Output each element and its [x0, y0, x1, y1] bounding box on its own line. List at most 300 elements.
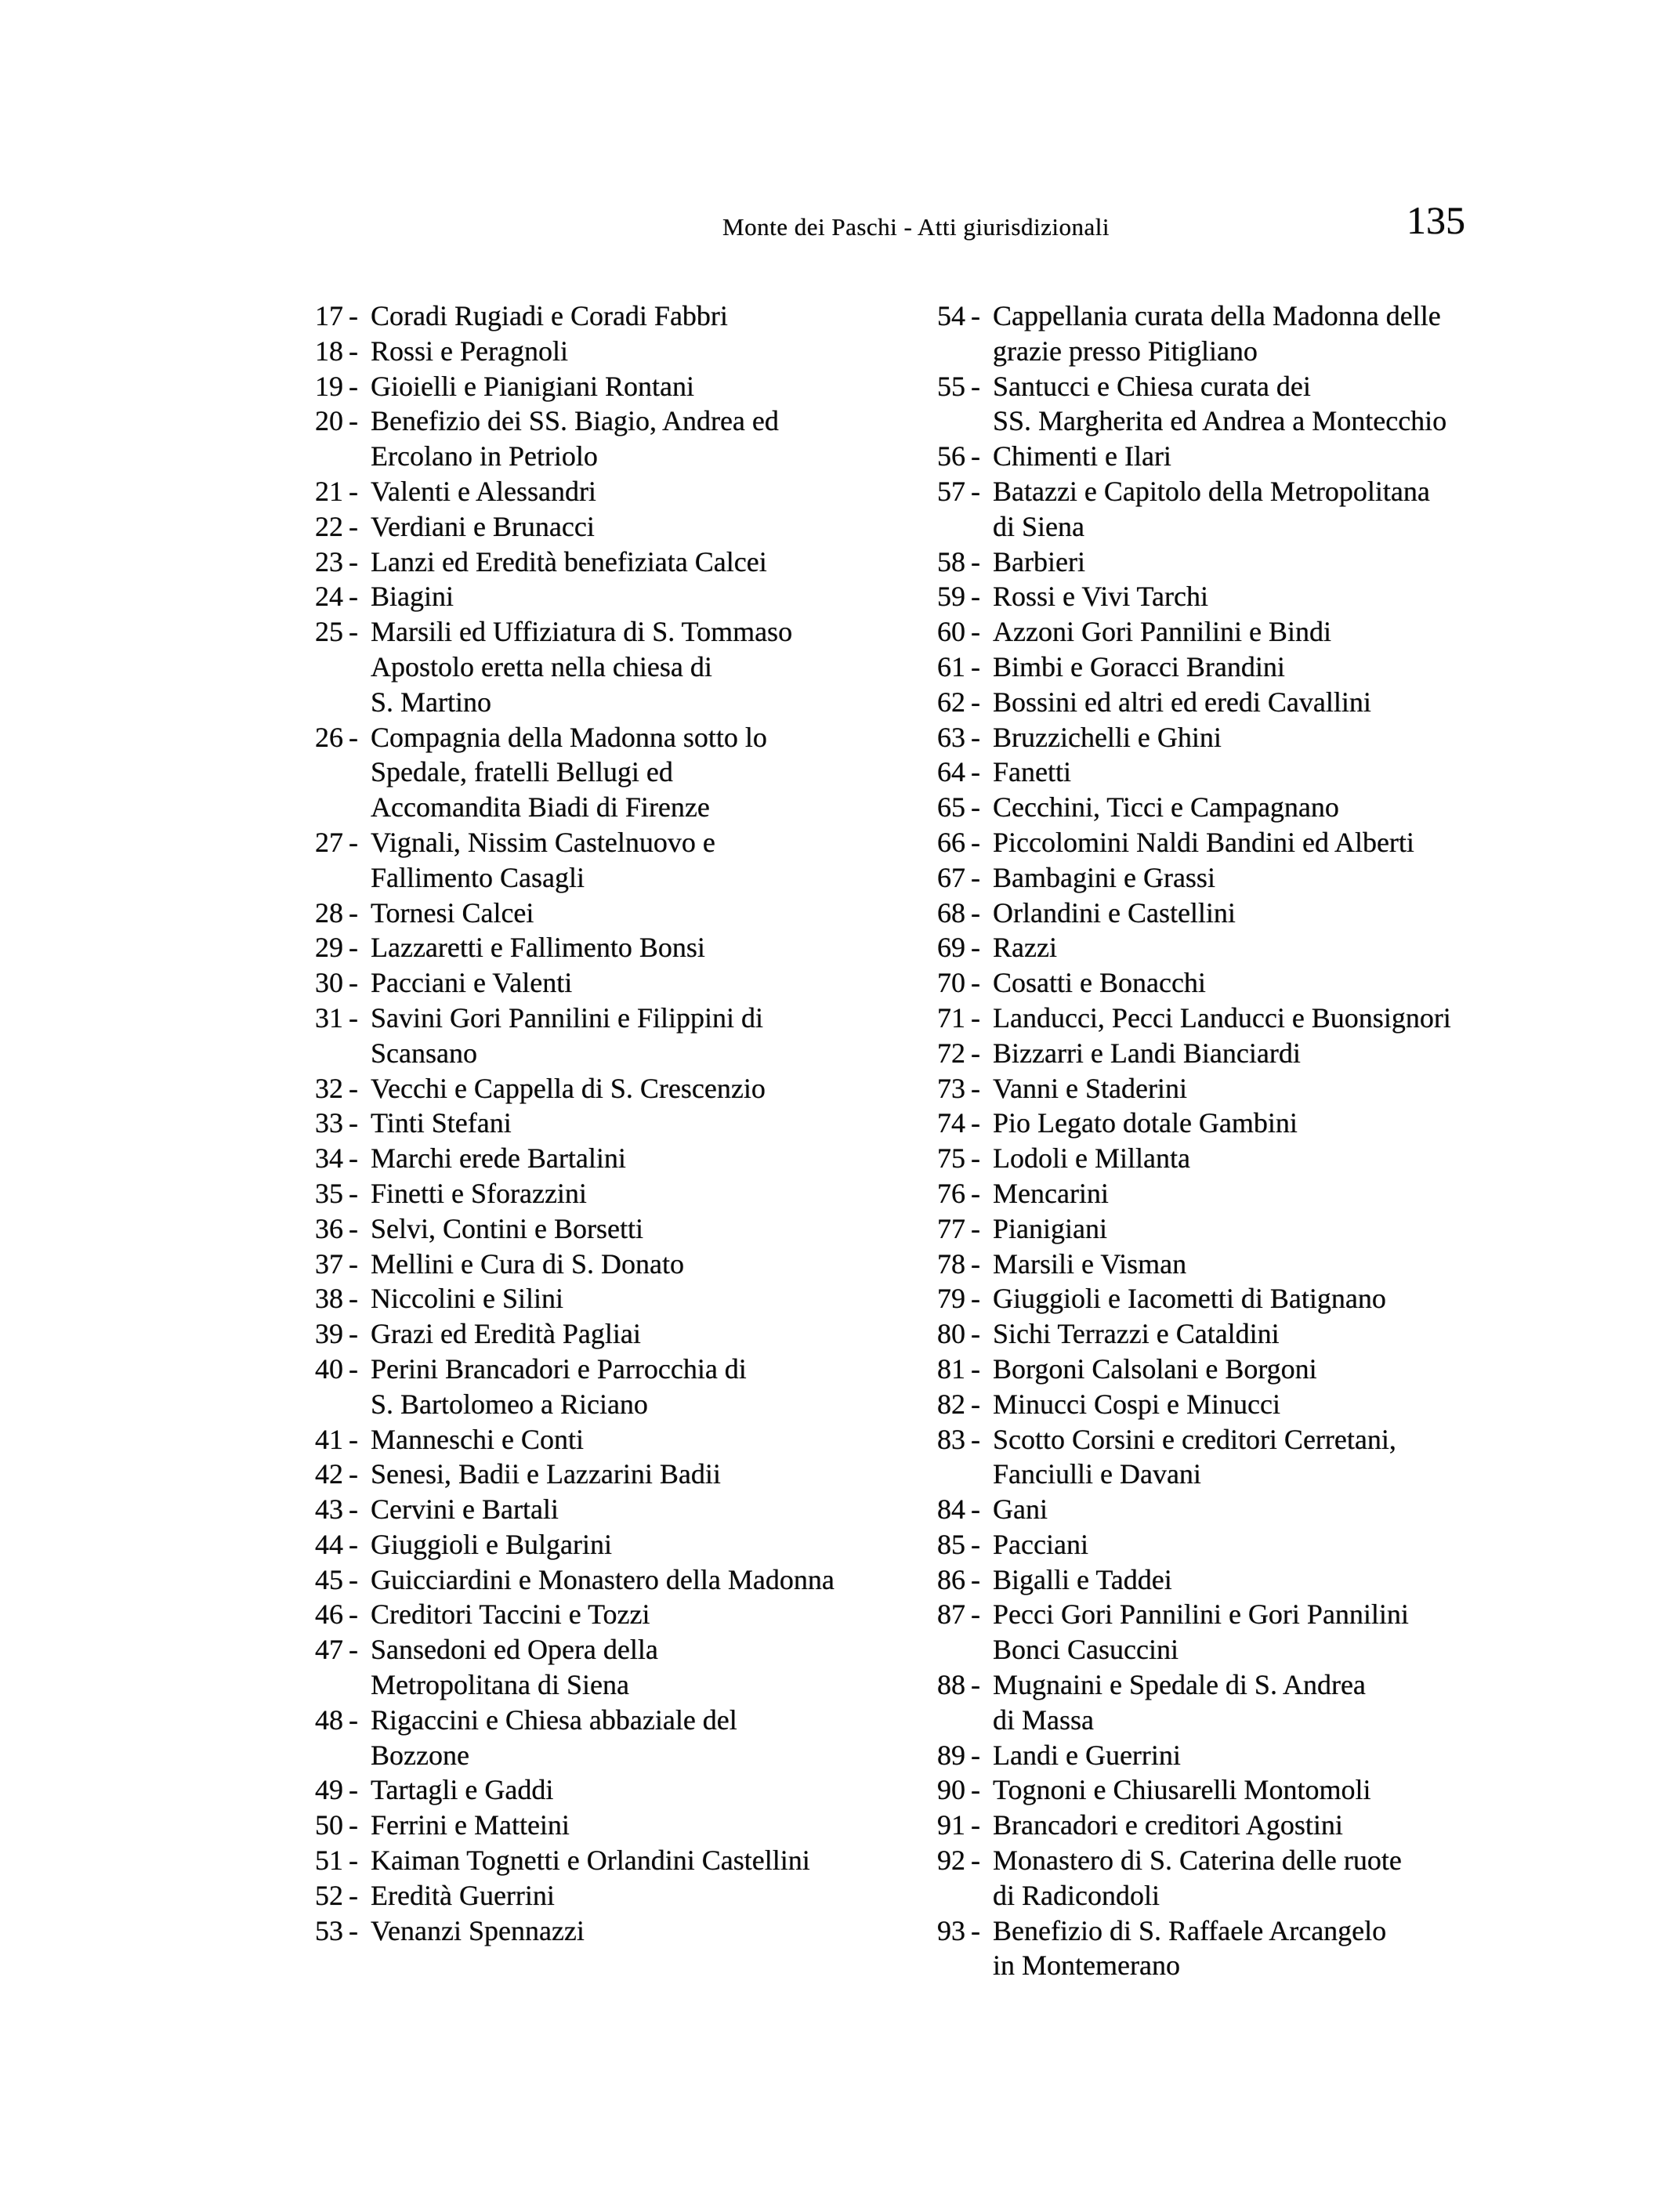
- item-text: [993, 1036, 1642, 1071]
- item-dash: -: [971, 1914, 980, 1946]
- item-number: 60: [937, 616, 965, 648]
- item-dash: -: [971, 440, 980, 472]
- list-item: [315, 1281, 926, 1316]
- list-item: [315, 1106, 926, 1141]
- item-dash: -: [349, 1318, 358, 1350]
- item-text-line: Marsili e Visman: [993, 1247, 1187, 1280]
- item-text: [371, 825, 926, 896]
- item-text: [993, 1913, 1642, 1984]
- item-text-line: Orlandini e Castellini: [993, 896, 1236, 929]
- item-dash: -: [349, 300, 358, 331]
- item-text: [371, 334, 926, 369]
- item-dash: -: [971, 1598, 980, 1631]
- list-item: [937, 439, 1642, 474]
- item-text-line: Marchi erede Bartalini: [371, 1142, 626, 1175]
- list-item: [937, 1772, 1642, 1808]
- item-text: [993, 790, 1642, 825]
- item-dash: -: [971, 1001, 980, 1034]
- list-item: [937, 1597, 1642, 1667]
- item-text-line: Perini Brancadori e Parrocchia di: [371, 1352, 747, 1385]
- item-number: 81: [937, 1352, 965, 1385]
- item-dash: -: [349, 1879, 358, 1911]
- list-item: [315, 1492, 926, 1527]
- item-text-line: SS. Margherita ed Andrea a Montecchio: [993, 405, 1447, 437]
- item-number: 90: [937, 1774, 965, 1806]
- item-dash: -: [971, 686, 980, 718]
- item-text: [371, 1211, 926, 1247]
- list-item: [315, 1071, 926, 1106]
- item-number: 36: [315, 1212, 343, 1244]
- list-item: [315, 1843, 926, 1878]
- item-text: [993, 1387, 1642, 1422]
- item-text: [371, 1001, 926, 1071]
- list-item: [315, 1808, 926, 1843]
- item-number: 79: [937, 1283, 965, 1315]
- item-text-line: Azzoni Gori Pannilini e Bindi: [993, 616, 1331, 648]
- item-text: [993, 369, 1642, 440]
- item-text-line: Valenti e Alessandri: [371, 475, 596, 507]
- list-item: [937, 1141, 1642, 1176]
- list-item: [937, 1001, 1642, 1036]
- item-text: [993, 614, 1642, 650]
- item-text-line: Ferrini e Matteini: [371, 1809, 570, 1841]
- item-number: 63: [937, 721, 965, 753]
- item-text-line: Mencarini: [993, 1177, 1109, 1209]
- item-number: 42: [315, 1458, 343, 1490]
- item-text-line: Lazzaretti e Fallimento Bonsi: [371, 932, 705, 964]
- item-text-line: Bigalli e Taddei: [993, 1563, 1172, 1595]
- item-text-line: Batazzi e Capitolo della Metropolitana: [993, 475, 1430, 507]
- item-number: 83: [937, 1423, 965, 1455]
- item-text: [371, 1843, 926, 1878]
- item-dash: -: [971, 1318, 980, 1350]
- item-text-line: Vignali, Nissim Castelnuovo e: [371, 826, 715, 858]
- item-dash: -: [349, 967, 358, 999]
- item-text: [371, 545, 926, 580]
- item-text-line: Rossi e Peragnoli: [371, 335, 568, 367]
- item-text-line: Cappellania curata della Madonna delle: [993, 300, 1441, 331]
- item-text-line: Landucci, Pecci Landucci e Buonsignori: [993, 1001, 1451, 1034]
- item-number: 68: [937, 896, 965, 929]
- item-text-line: in Montemerano: [993, 1950, 1180, 1982]
- item-dash: -: [971, 1528, 980, 1560]
- item-dash: -: [349, 1774, 358, 1806]
- item-text: [993, 1071, 1642, 1106]
- item-number: 28: [315, 896, 343, 929]
- item-number: 47: [315, 1634, 343, 1666]
- item-number: 78: [937, 1247, 965, 1280]
- item-text-line: Minucci Cospi e Minucci: [993, 1388, 1280, 1420]
- item-dash: -: [971, 896, 980, 929]
- item-text: [993, 930, 1642, 965]
- item-number: 91: [937, 1809, 965, 1841]
- item-text: [993, 1176, 1642, 1211]
- list-item: [315, 930, 926, 965]
- item-text: [993, 1352, 1642, 1387]
- item-text: [371, 896, 926, 931]
- item-number: 75: [937, 1142, 965, 1175]
- list-item: [937, 1036, 1642, 1071]
- item-number: 89: [937, 1739, 965, 1771]
- item-number: 87: [937, 1598, 965, 1631]
- item-text-line: S. Martino: [371, 686, 492, 718]
- item-text-line: Piccolomini Naldi Bandini ed Alberti: [993, 826, 1414, 858]
- item-number: 65: [937, 791, 965, 824]
- item-text-line: Rigaccini e Chiesa abbaziale del: [371, 1703, 737, 1736]
- item-number: 35: [315, 1177, 343, 1209]
- item-text-line: Eredità Guerrini: [371, 1879, 555, 1911]
- item-text: [371, 614, 926, 719]
- item-number: 84: [937, 1493, 965, 1526]
- item-number: 52: [315, 1879, 343, 1911]
- list-item: [937, 1913, 1642, 1984]
- item-dash: -: [349, 1598, 358, 1631]
- item-number: 58: [937, 545, 965, 577]
- item-dash: -: [349, 932, 358, 964]
- item-dash: -: [971, 1809, 980, 1841]
- item-text-line: Bruzzichelli e Ghini: [993, 721, 1222, 753]
- list-item: [315, 1001, 926, 1071]
- item-text: [371, 1597, 926, 1632]
- list-item: [315, 1247, 926, 1282]
- item-dash: -: [349, 1001, 358, 1034]
- list-item: [937, 1667, 1642, 1738]
- item-number: 56: [937, 440, 965, 472]
- item-text-line: Tinti Stefani: [371, 1107, 512, 1139]
- item-number: 71: [937, 1001, 965, 1034]
- item-dash: -: [349, 545, 358, 577]
- item-text-line: S. Bartolomeo a Riciano: [371, 1388, 648, 1420]
- list-item: [937, 1352, 1642, 1387]
- item-text: [371, 1071, 926, 1106]
- item-text: [993, 896, 1642, 931]
- item-text-line: Spedale, fratelli Bellugi ed: [371, 756, 673, 788]
- list-item: [937, 545, 1642, 580]
- item-dash: -: [349, 1703, 358, 1736]
- item-text: [371, 579, 926, 614]
- list-item: [937, 650, 1642, 685]
- item-number: 18: [315, 335, 343, 367]
- item-dash: -: [971, 756, 980, 788]
- item-text-line: Pianigiani: [993, 1212, 1107, 1244]
- item-number: 38: [315, 1283, 343, 1315]
- item-number: 33: [315, 1107, 343, 1139]
- item-text-line: Benefizio dei SS. Biagio, Andrea ed: [371, 405, 779, 437]
- item-text-line: Barbieri: [993, 545, 1085, 577]
- item-dash: -: [971, 1388, 980, 1420]
- item-number: 30: [315, 967, 343, 999]
- item-dash: -: [349, 370, 358, 402]
- item-number: 43: [315, 1493, 343, 1526]
- item-number: 67: [937, 861, 965, 893]
- list-column-right: [937, 299, 1642, 1983]
- list-item: [937, 720, 1642, 755]
- item-dash: -: [971, 721, 980, 753]
- item-text: [371, 1527, 926, 1562]
- item-text-line: di Siena: [993, 510, 1084, 542]
- item-text: [371, 1703, 926, 1773]
- list-item: [937, 1387, 1642, 1422]
- item-number: 57: [937, 475, 965, 507]
- list-item: [937, 614, 1642, 650]
- item-text-line: Verdiani e Brunacci: [371, 510, 595, 542]
- item-text-line: Accomandita Biadi di Firenze: [371, 791, 710, 824]
- item-text: [371, 1457, 926, 1492]
- item-dash: -: [971, 545, 980, 577]
- item-number: 82: [937, 1388, 965, 1420]
- item-number: 27: [315, 826, 343, 858]
- item-dash: -: [349, 896, 358, 929]
- item-text-line: Tartagli e Gaddi: [371, 1774, 554, 1806]
- item-number: 19: [315, 370, 343, 402]
- item-text: [993, 965, 1642, 1001]
- list-item: [937, 1211, 1642, 1247]
- item-text: [371, 1913, 926, 1949]
- item-dash: -: [971, 1493, 980, 1526]
- item-number: 93: [937, 1914, 965, 1946]
- item-text: [993, 474, 1642, 545]
- item-text: [993, 825, 1642, 860]
- item-text: [993, 1562, 1642, 1598]
- item-text-line: Tornesi Calcei: [371, 896, 534, 929]
- item-text-line: Mugnaini e Spedale di S. Andrea: [993, 1669, 1366, 1701]
- item-number: 41: [315, 1423, 343, 1455]
- item-text: [371, 1632, 926, 1703]
- item-text: [993, 650, 1642, 685]
- item-dash: -: [971, 581, 980, 613]
- item-text-line: Fanciulli e Davani: [993, 1458, 1201, 1490]
- item-text-line: Pacciani e Valenti: [371, 967, 573, 999]
- item-text-line: Scotto Corsini e creditori Cerretani,: [993, 1423, 1396, 1455]
- item-dash: -: [971, 616, 980, 648]
- item-text: [993, 545, 1642, 580]
- item-number: 32: [315, 1072, 343, 1104]
- item-text-line: Bimbi e Goracci Brandini: [993, 650, 1285, 682]
- list-column-left: [315, 299, 926, 1948]
- item-text: [371, 1316, 926, 1352]
- item-dash: -: [971, 826, 980, 858]
- item-text: [371, 404, 926, 474]
- list-item: [315, 1141, 926, 1176]
- item-text: [371, 1352, 926, 1422]
- item-text-line: Vecchi e Cappella di S. Crescenzio: [371, 1072, 766, 1104]
- item-text-line: Vanni e Staderini: [993, 1072, 1187, 1104]
- item-text: [371, 1808, 926, 1843]
- item-text-line: Landi e Guerrini: [993, 1739, 1181, 1771]
- item-text: [371, 930, 926, 965]
- item-number: 49: [315, 1774, 343, 1806]
- item-text-line: Bizzarri e Landi Bianciardi: [993, 1037, 1301, 1069]
- list-item: [937, 1176, 1642, 1211]
- item-text-line: Cosatti e Bonacchi: [993, 967, 1206, 999]
- item-number: 74: [937, 1107, 965, 1139]
- item-text-line: Compagnia della Madonna sotto lo: [371, 721, 767, 753]
- item-dash: -: [971, 1142, 980, 1175]
- list-item: [937, 1316, 1642, 1352]
- item-number: 22: [315, 510, 343, 542]
- item-text-line: Chimenti e Ilari: [993, 440, 1171, 472]
- item-text-line: Lodoli e Millanta: [993, 1142, 1190, 1175]
- item-text-line: Rossi e Vivi Tarchi: [993, 581, 1208, 613]
- list-item: [937, 1843, 1642, 1913]
- list-item: [315, 474, 926, 509]
- item-number: 23: [315, 545, 343, 577]
- list-item: [315, 509, 926, 545]
- item-text: [993, 1211, 1642, 1247]
- item-dash: -: [971, 1177, 980, 1209]
- list-item: [937, 1527, 1642, 1562]
- item-number: 62: [937, 686, 965, 718]
- item-text-line: Mellini e Cura di S. Donato: [371, 1247, 684, 1280]
- list-item: [315, 545, 926, 580]
- list-item: [937, 825, 1642, 860]
- item-text: [993, 860, 1642, 896]
- item-text-line: grazie presso Pitigliano: [993, 335, 1258, 367]
- item-number: 17: [315, 300, 343, 331]
- item-text: [371, 1141, 926, 1176]
- item-number: 29: [315, 932, 343, 964]
- item-text-line: Marsili ed Uffiziatura di S. Tommaso: [371, 616, 793, 648]
- list-item: [315, 334, 926, 369]
- item-dash: -: [971, 967, 980, 999]
- item-dash: -: [349, 1177, 358, 1209]
- item-text-line: Biagini: [371, 581, 454, 613]
- item-text-line: Lanzi ed Eredità benefiziata Calcei: [371, 545, 767, 577]
- item-text: [371, 1247, 926, 1282]
- list-item: [315, 1703, 926, 1773]
- list-item: [937, 1562, 1642, 1598]
- item-text: [993, 1247, 1642, 1282]
- item-number: 59: [937, 581, 965, 613]
- item-dash: -: [971, 475, 980, 507]
- list-item: [315, 1562, 926, 1598]
- item-number: 51: [315, 1845, 343, 1877]
- item-text-line: Niccolini e Silini: [371, 1283, 563, 1315]
- item-text-line: Borgoni Calsolani e Borgoni: [993, 1352, 1317, 1385]
- list-item: [937, 1106, 1642, 1141]
- item-text: [993, 1667, 1642, 1738]
- item-number: 72: [937, 1037, 965, 1069]
- item-text-line: Senesi, Badii e Lazzarini Badii: [371, 1458, 721, 1490]
- item-text-line: Savini Gori Pannilini e Filippini di: [371, 1001, 764, 1034]
- item-number: 76: [937, 1177, 965, 1209]
- item-number: 64: [937, 756, 965, 788]
- item-number: 61: [937, 650, 965, 682]
- item-text-line: Guicciardini e Monastero della Madonna: [371, 1563, 835, 1595]
- item-number: 85: [937, 1528, 965, 1560]
- item-text-line: Monastero di S. Caterina delle ruote: [993, 1845, 1402, 1877]
- item-dash: -: [349, 1528, 358, 1560]
- item-text: [993, 1001, 1642, 1036]
- item-text-line: Pacciani: [993, 1528, 1088, 1560]
- item-number: 31: [315, 1001, 343, 1034]
- item-dash: -: [349, 1914, 358, 1946]
- item-text-line: Metropolitana di Siena: [371, 1669, 629, 1701]
- item-dash: -: [349, 1247, 358, 1280]
- item-dash: -: [971, 1774, 980, 1806]
- item-number: 70: [937, 967, 965, 999]
- item-dash: -: [349, 1809, 358, 1841]
- item-dash: -: [349, 1107, 358, 1139]
- list-item: [315, 965, 926, 1001]
- item-text: [993, 439, 1642, 474]
- item-text: [993, 579, 1642, 614]
- list-item: [315, 1176, 926, 1211]
- item-text-line: Venanzi Spennazzi: [371, 1914, 585, 1946]
- item-text-line: Fanetti: [993, 756, 1071, 788]
- page-number: 135: [1407, 198, 1465, 242]
- item-text-line: Scansano: [371, 1037, 477, 1069]
- item-text: [371, 1878, 926, 1913]
- list-item: [315, 720, 926, 825]
- item-text-line: Fallimento Casagli: [371, 861, 585, 893]
- list-item: [937, 685, 1642, 720]
- item-text-line: Bossini ed altri ed eredi Cavallini: [993, 686, 1371, 718]
- item-number: 45: [315, 1563, 343, 1595]
- item-number: 20: [315, 405, 343, 437]
- list-item: [937, 474, 1642, 545]
- list-item: [315, 369, 926, 404]
- item-text: [993, 1141, 1642, 1176]
- item-dash: -: [349, 1142, 358, 1175]
- item-dash: -: [971, 370, 980, 402]
- item-text-line: Apostolo eretta nella chiesa di: [371, 650, 712, 682]
- item-text: [993, 1597, 1642, 1667]
- item-dash: -: [971, 1072, 980, 1104]
- item-text-line: Bonci Casuccini: [993, 1634, 1179, 1666]
- list-item: [937, 1808, 1642, 1843]
- item-number: 66: [937, 826, 965, 858]
- item-text-line: Cervini e Bartali: [371, 1493, 559, 1526]
- item-dash: -: [971, 1669, 980, 1701]
- item-text: [993, 299, 1642, 369]
- item-text-line: Giuggioli e Bulgarini: [371, 1528, 612, 1560]
- item-text: [371, 1106, 926, 1141]
- item-number: 21: [315, 475, 343, 507]
- item-text-line: di Radicondoli: [993, 1879, 1160, 1911]
- item-text-line: Benefizio di S. Raffaele Arcangelo: [993, 1914, 1387, 1946]
- item-text: [371, 1422, 926, 1457]
- list-item: [315, 404, 926, 474]
- item-text: [371, 720, 926, 825]
- list-item: [315, 1913, 926, 1949]
- list-item: [937, 299, 1642, 369]
- item-text-line: Bambagini e Grassi: [993, 861, 1215, 893]
- item-number: 80: [937, 1318, 965, 1350]
- item-text-line: Santucci e Chiesa curata dei: [993, 370, 1311, 402]
- item-dash: -: [349, 475, 358, 507]
- item-text: [993, 1316, 1642, 1352]
- list-item: [315, 1527, 926, 1562]
- item-text: [371, 474, 926, 509]
- item-text: [993, 1492, 1642, 1527]
- list-item: [315, 1878, 926, 1913]
- item-number: 50: [315, 1809, 343, 1841]
- item-text-line: Pecci Gori Pannilini e Gori Pannilini: [993, 1598, 1409, 1631]
- list-item: [315, 614, 926, 719]
- item-text: [993, 1106, 1642, 1141]
- item-dash: -: [971, 1352, 980, 1385]
- item-dash: -: [349, 510, 358, 542]
- list-item: [315, 1211, 926, 1247]
- item-dash: -: [971, 650, 980, 682]
- item-number: 25: [315, 616, 343, 648]
- item-text-line: Creditori Taccini e Tozzi: [371, 1598, 650, 1631]
- item-text-line: Manneschi e Conti: [371, 1423, 584, 1455]
- list-item: [937, 1492, 1642, 1527]
- item-dash: -: [349, 1423, 358, 1455]
- list-item: [315, 1772, 926, 1808]
